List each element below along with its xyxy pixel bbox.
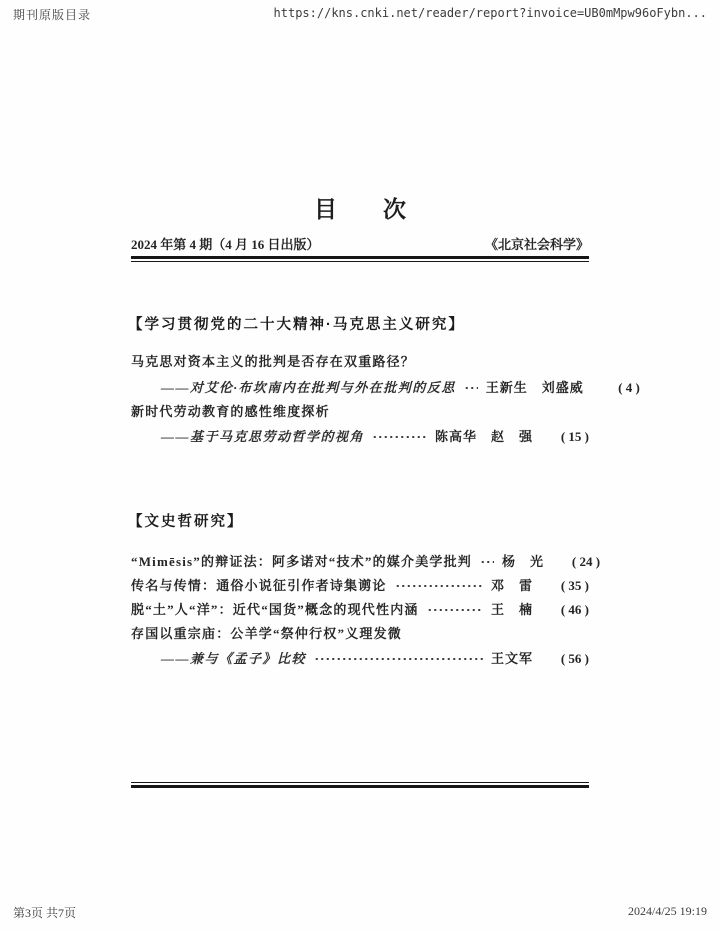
print-datetime: 2024/4/25 19:19 [627,904,707,918]
print-header-doc-type: 期刊原版目录 [13,8,92,22]
dot-leader [314,655,483,663]
toc-row [131,624,589,644]
article-page-number: ( 46 ) [560,602,589,617]
article-title: “Mimēsis”的辩证法：阿多诺对“技术”的媒介美学批判 [131,554,473,569]
article-page-number: ( 56 ) [560,651,589,666]
article-title: 存国以重宗庙：公羊学“祭仲行权”义理发微 [131,626,403,641]
dot-leader [427,606,483,614]
toc-row [131,600,589,620]
page-counter: 第3页 共7页 [13,906,77,920]
section-heading-literature: 【文史哲研究】 [128,514,244,530]
header-rule [131,256,589,262]
toc-row [131,427,589,447]
toc-row [131,576,589,596]
article-page-number: ( 4 ) [618,380,640,395]
article-page-number: ( 35 ) [560,578,589,593]
article-title: 传名与传情：通俗小说征引作者诗集谫论 [131,578,387,593]
toc-document [128,0,640,931]
header-rule-thin-line [131,261,589,262]
article-authors: 王新生 刘盛威 [485,380,584,395]
article-subtitle: ——基于马克思劳动哲学的视角 [161,429,365,444]
toc-row [131,352,589,372]
dot-leader [464,384,478,392]
toc-row [131,378,640,398]
toc-row [131,402,589,422]
article-subtitle: ——兼与《孟子》比较 [161,651,307,666]
dot-leader [395,582,483,590]
article-title: 脱“土”人“洋”：近代“国货”概念的现代性内涵 [131,602,419,617]
article-authors: 邓 雷 [490,578,533,593]
article-authors: 王文军 [490,651,533,666]
dot-leader [372,433,427,441]
article-authors: 王 楠 [490,602,533,617]
article-authors: 杨 光 [502,554,545,569]
footer-rule-thick-line [131,785,589,788]
article-title: 马克思对资本主义的批判是否存在双重路径？ [131,354,416,369]
print-header-url: https://kns.cnki.net/reader/report?invoice=UB0mMpw96oFybn... [273,6,707,20]
issue-info: 2024 年第 4 期（4 月 16 日出版） [131,237,320,252]
journal-name: 《北京社会科学》 [484,237,589,252]
toc-title: 目 次 [314,197,406,222]
article-page-number: ( 15 ) [560,429,589,444]
toc-row [131,552,601,572]
footer-rule [131,782,589,788]
section-heading-marxism: 【学习贯彻党的二十大精神·马克思主义研究】 [128,317,465,333]
dot-leader [480,558,494,566]
article-authors: 陈高华 赵 强 [434,429,533,444]
article-page-number: ( 24 ) [571,554,601,569]
article-subtitle: ——对艾伦·布坎南内在批判与外在批判的反思 [161,380,456,395]
issue-meta-row [131,234,589,253]
toc-row [131,649,589,669]
article-title: 新时代劳动教育的感性维度探析 [131,404,330,419]
